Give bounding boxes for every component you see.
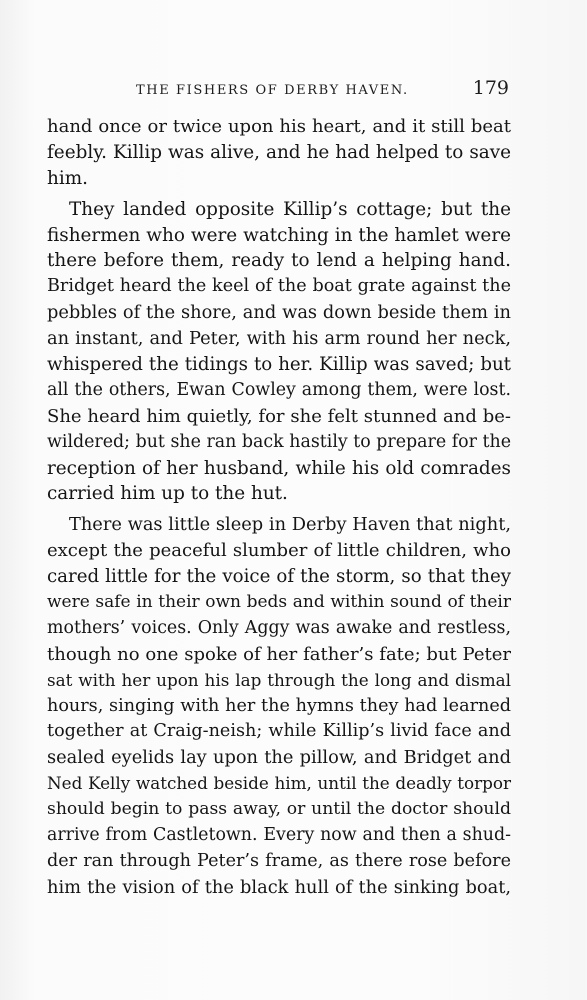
text-line: feebly. Killip was alive, and he had helped to save <box>47 141 511 163</box>
text-line: She heard him quietly, for she felt stunned and be- <box>47 405 511 427</box>
text-line: fishermen who were watching in the hamlet were <box>47 224 511 246</box>
text-line: der ran through Peter’s frame, as there rose before <box>47 850 511 871</box>
text-line: wildered; but she ran back hastily to prepare for the <box>47 431 511 452</box>
body-text <box>47 114 511 901</box>
text-line: carried him up to the hut. <box>47 483 288 505</box>
text-line: all the others, Ewan Cowley among them, were lost. <box>47 379 511 400</box>
page-number: 179 <box>472 77 509 99</box>
text-line: him the vision of the black hull of the sinking boat, <box>47 876 511 898</box>
text-line: Ned Kelly watched beside him, until the deadly torpor <box>47 773 511 794</box>
paragraph-1 <box>47 114 511 192</box>
paragraph-2 <box>47 197 511 508</box>
text-line: an instant, and Peter, with his arm round her neck, <box>47 328 511 350</box>
text-line: except the peaceful slumber of little children, who <box>47 540 511 562</box>
text-line: They landed opposite Killip’s cottage; but the <box>69 198 511 220</box>
text-line: sat with her upon his lap through the long and dismal <box>47 669 511 690</box>
text-line: Bridget heard the keel of the boat grate against the <box>47 276 511 297</box>
text-line: cared little for the voice of the storm, so that they <box>47 566 511 588</box>
text-line: mothers’ voices. Only Aggy was awake and restless, <box>47 617 511 638</box>
running-title: THE FISHERS OF DERBY HAVEN. <box>136 83 409 98</box>
text-line: hand once or twice upon his heart, and it still beat <box>47 116 511 137</box>
text-line: whispered the tidings to her. Killip was saved; but <box>47 354 511 376</box>
text-line: him. <box>47 167 89 189</box>
text-line: should begin to pass away, or until the doctor should <box>47 799 511 820</box>
text-line: together at Craig-neish; while Killip’s livid face and <box>47 721 511 742</box>
text-line: though no one spoke of her father’s fate; but Peter <box>47 643 511 665</box>
text-line: there before them, ready to lend a helping hand. <box>47 250 511 272</box>
text-line: pebbles of the shore, and was down beside them in <box>47 302 511 324</box>
text-line: There was little sleep in Derby Haven that night, <box>69 514 511 536</box>
text-line: reception of her husband, while his old comrades <box>47 457 511 479</box>
text-line: hours, singing with her the hymns they had learned <box>47 695 511 716</box>
paragraph-3 <box>47 512 511 900</box>
text-line: were safe in their own beds and within sound of their <box>47 592 511 613</box>
text-line: arrive from Castletown. Every now and then a shud- <box>47 825 511 846</box>
running-head <box>40 77 515 101</box>
text-line: sealed eyelids lay upon the pillow, and Bridget and <box>47 747 511 769</box>
